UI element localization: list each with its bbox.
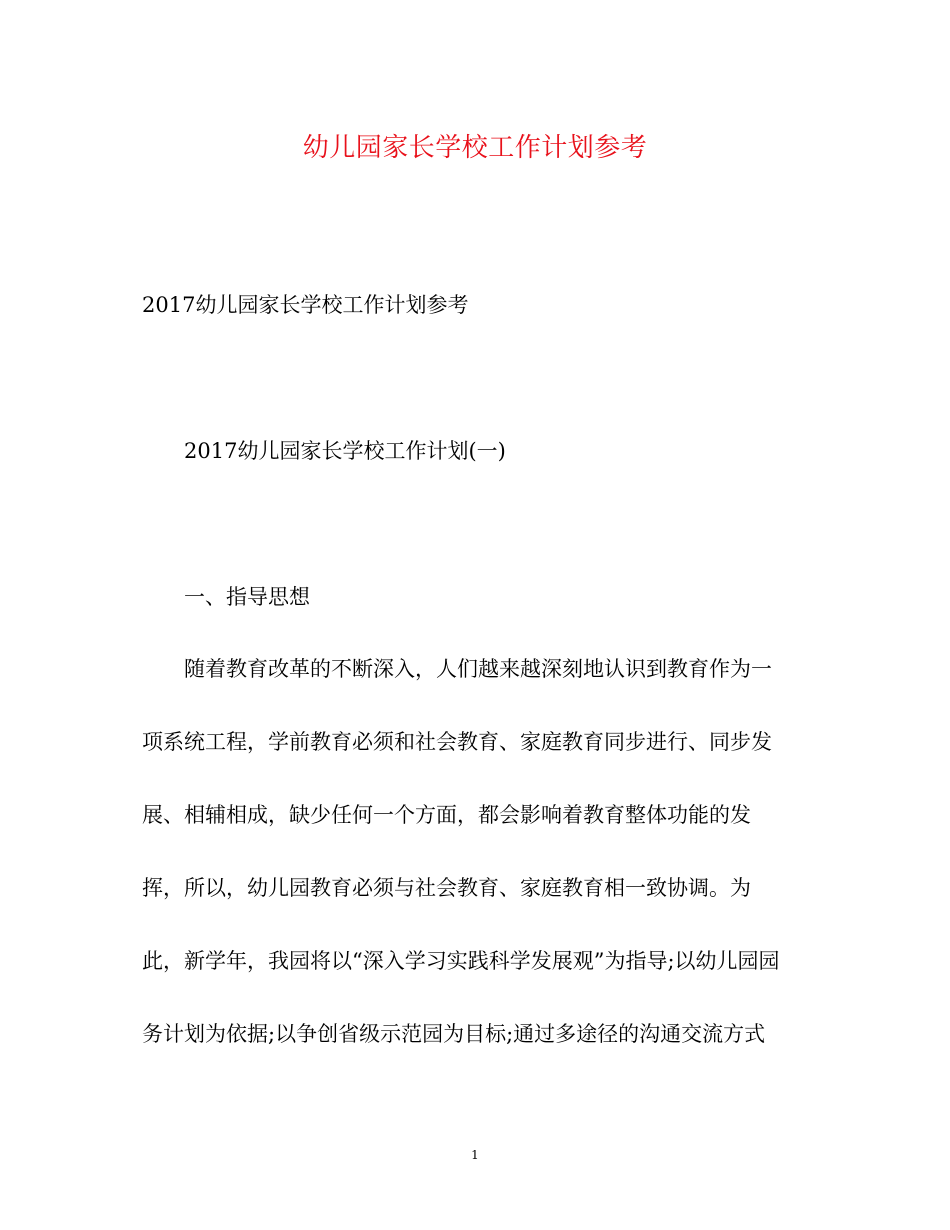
paragraph-line: 项系统工程，学前教育必须和社会教育、家庭教育同步进行、同步发 — [142, 730, 772, 754]
document-subtitle: 2017幼儿园家长学校工作计划参考 — [142, 293, 469, 317]
paragraph-line: 展、相辅相成，缺少任何一个方面，都会影响着教育整体功能的发 — [142, 803, 751, 827]
paragraph-line: 此，新学年，我园将以“深入学习实践科学发展观”为指导;以幼儿园园 — [142, 949, 780, 973]
subsection-heading: 一、指导思想 — [184, 585, 310, 609]
paragraph-line: 随着教育改革的不断深入，人们越来越深刻地认识到教育作为一 — [184, 657, 772, 681]
paragraph-line: 务计划为依据;以争创省级示范园为目标;通过多途径的沟通交流方式 — [142, 1022, 766, 1046]
page-number: 1 — [471, 1148, 479, 1162]
paragraph-line: 挥，所以，幼儿园教育必须与社会教育、家庭教育相一致协调。为 — [142, 876, 751, 900]
section-heading: 2017幼儿园家长学校工作计划(一) — [184, 439, 506, 463]
document-title: 幼儿园家长学校工作计划参考 — [302, 133, 648, 163]
